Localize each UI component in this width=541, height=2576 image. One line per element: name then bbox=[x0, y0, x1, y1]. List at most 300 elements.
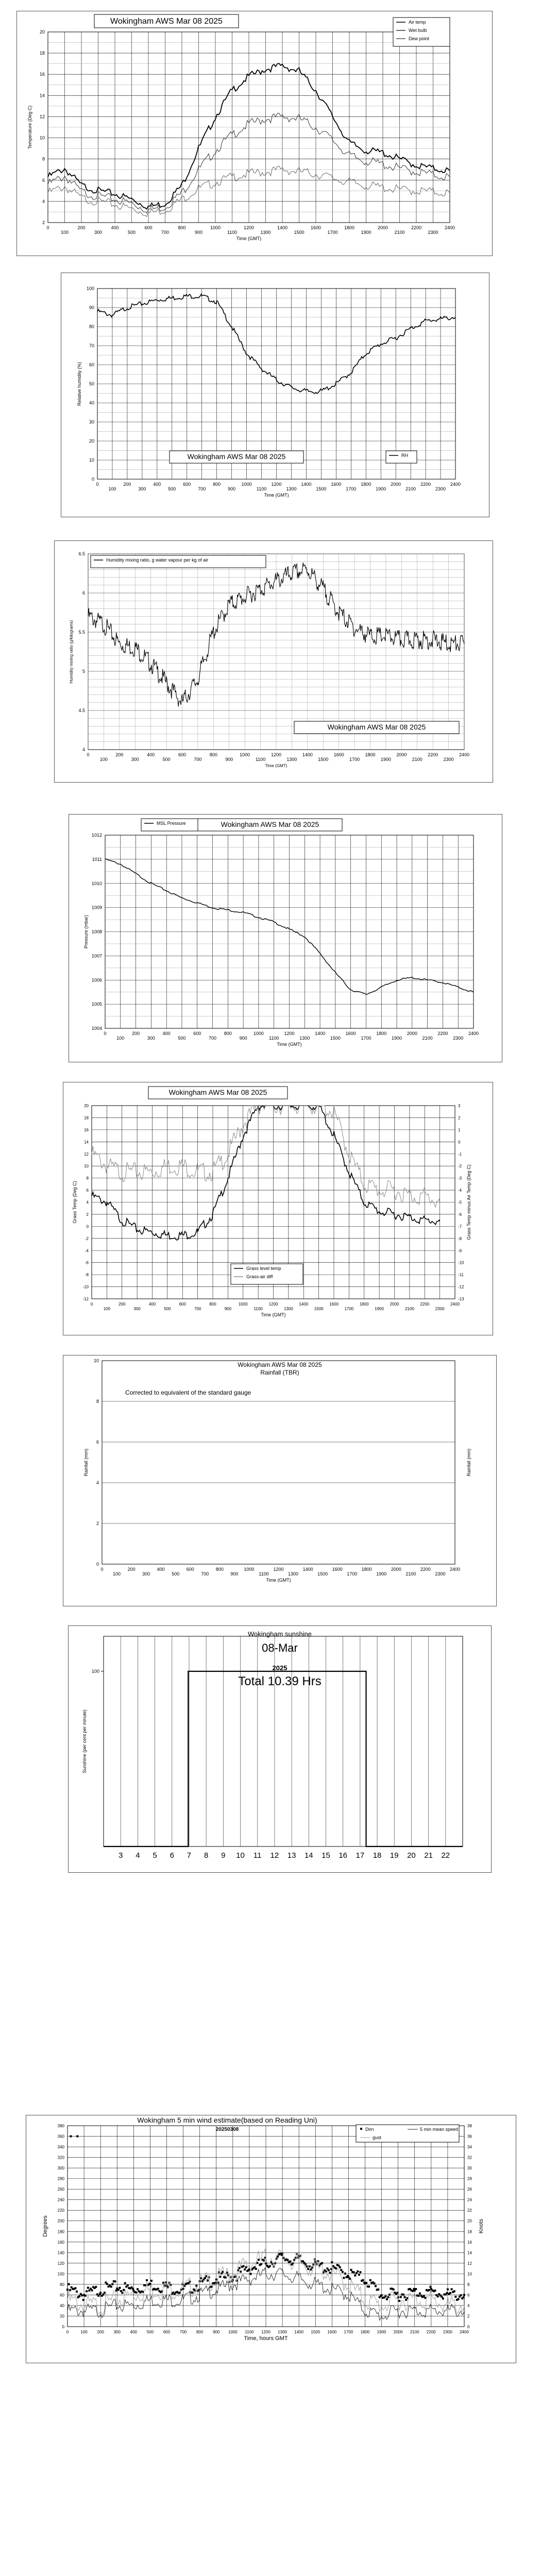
x-tick-label: 1200 bbox=[284, 1031, 295, 1036]
x-tick-label: 1200 bbox=[271, 482, 282, 487]
y2-tick-label: 38 bbox=[467, 2124, 472, 2128]
direction-point bbox=[453, 2290, 455, 2292]
y-tick-label: 100 bbox=[57, 2272, 64, 2277]
x-tick-label: 1500 bbox=[314, 1307, 324, 1311]
x-tick-label: 600 bbox=[186, 1567, 194, 1572]
direction-point bbox=[95, 2286, 97, 2288]
x-tick-label: 2100 bbox=[405, 1571, 416, 1577]
direction-point bbox=[356, 2272, 358, 2274]
x-tick-label: 1800 bbox=[361, 1567, 372, 1572]
y-tick-label: 12 bbox=[39, 114, 45, 120]
direction-point bbox=[381, 2294, 383, 2296]
x-tick-label: 1800 bbox=[361, 482, 371, 487]
x-tick-label: 500 bbox=[162, 757, 171, 762]
y-axis-label: Temperature (Deg C) bbox=[27, 105, 32, 149]
y2-tick-label: 3 bbox=[458, 1104, 461, 1108]
y-tick-label: 10 bbox=[39, 135, 45, 141]
x-tick-label: 1200 bbox=[261, 2330, 270, 2334]
x-tick-label: 1100 bbox=[245, 2330, 254, 2334]
direction-point bbox=[149, 2283, 151, 2285]
x-tick-label: 2100 bbox=[405, 486, 416, 492]
chart-subtitle: 08-Mar bbox=[262, 1641, 298, 1654]
x-tick-label: 300 bbox=[138, 486, 146, 492]
direction-point bbox=[360, 2271, 362, 2273]
direction-point bbox=[358, 2274, 360, 2276]
x-tick-label: 1400 bbox=[277, 225, 288, 230]
y2-tick-label: 36 bbox=[467, 2134, 472, 2139]
y2-tick-label: 20 bbox=[467, 2218, 472, 2224]
y-tick-label: 8 bbox=[42, 156, 45, 162]
x-tick-label: 300 bbox=[147, 1036, 155, 1041]
y-axis-label: Relative humidity (%) bbox=[77, 362, 82, 406]
x-tick-label: 800 bbox=[209, 1302, 216, 1307]
x-tick-label: 800 bbox=[213, 482, 221, 487]
x-tick-label: 0 bbox=[104, 1031, 107, 1036]
direction-point bbox=[119, 2287, 121, 2289]
y-tick-label: 6 bbox=[42, 177, 45, 183]
direction-point bbox=[263, 2260, 265, 2262]
x-tick-label: 1200 bbox=[270, 752, 282, 757]
direction-point bbox=[277, 2256, 279, 2258]
x-tick-label: 1000 bbox=[238, 1302, 248, 1307]
x-tick-label: 500 bbox=[164, 1307, 171, 1311]
x-tick-label: 2100 bbox=[410, 2330, 419, 2334]
x-tick-label: 1000 bbox=[228, 2330, 238, 2334]
sunshine-chart-panel bbox=[68, 1625, 492, 1873]
direction-point bbox=[368, 2285, 370, 2287]
y2-tick-label: 8 bbox=[467, 2282, 470, 2287]
y-tick-label: 2 bbox=[86, 1212, 89, 1217]
y-tick-label: 380 bbox=[57, 2124, 64, 2128]
y-tick-label: 80 bbox=[89, 324, 94, 329]
x-tick-label: 1900 bbox=[376, 486, 386, 492]
x-tick-label: 1600 bbox=[310, 225, 322, 230]
y-tick-label: 0 bbox=[91, 477, 94, 482]
x-axis-label: Time (GMT) bbox=[236, 236, 262, 241]
x-tick-label: 800 bbox=[196, 2330, 204, 2334]
x-tick-label: 1900 bbox=[392, 1036, 402, 1041]
x-tick-label: 200 bbox=[97, 2330, 104, 2334]
x-tick-label: 13 bbox=[287, 1851, 296, 1860]
x-tick-label: 1100 bbox=[255, 757, 266, 762]
x-tick-label: 1600 bbox=[327, 2330, 337, 2334]
x-tick-label: 100 bbox=[103, 1307, 111, 1311]
y2-tick-label: 4 bbox=[467, 2303, 470, 2308]
direction-point bbox=[207, 2279, 209, 2281]
x-tick-label: 1800 bbox=[359, 1302, 369, 1307]
y-tick-label: 12 bbox=[84, 1151, 89, 1157]
x-tick-label: 100 bbox=[116, 1036, 125, 1041]
x-tick-label: 2300 bbox=[428, 230, 438, 235]
x-tick-label: 2400 bbox=[450, 482, 461, 487]
x-tick-label: 1700 bbox=[346, 486, 357, 492]
x-tick-label: 800 bbox=[224, 1031, 232, 1036]
x-tick-label: 2400 bbox=[468, 1031, 479, 1036]
x-tick-label: 1400 bbox=[299, 1302, 309, 1307]
y-tick-label: 1007 bbox=[91, 953, 102, 959]
x-tick-label: 14 bbox=[304, 1851, 313, 1860]
y-tick-label: 50 bbox=[89, 381, 94, 386]
x-tick-label: 900 bbox=[228, 486, 236, 492]
y-tick-label: -2 bbox=[84, 1236, 89, 1241]
x-tick-label: 600 bbox=[183, 482, 191, 487]
y2-tick-label: 2 bbox=[458, 1115, 461, 1121]
direction-point bbox=[412, 2290, 414, 2292]
y2-tick-label: 16 bbox=[467, 2240, 472, 2245]
legend-label: Grass level temp bbox=[246, 1266, 281, 1271]
total-label: Total 10.39 Hrs bbox=[238, 1674, 322, 1688]
x-tick-label: 1500 bbox=[294, 230, 305, 235]
x-tick-label: 100 bbox=[108, 486, 116, 492]
x-tick-label: 100 bbox=[80, 2330, 88, 2334]
x-tick-label: 400 bbox=[130, 2330, 138, 2334]
x-tick-label: 100 bbox=[60, 230, 69, 235]
y2-tick-label: 24 bbox=[467, 2197, 472, 2202]
y-tick-label: 320 bbox=[57, 2155, 64, 2160]
x-tick-label: 2400 bbox=[459, 752, 470, 757]
direction-point bbox=[402, 2294, 404, 2296]
chart-title: Wokingham AWS Mar 08 2025 bbox=[110, 17, 223, 26]
direction-point bbox=[375, 2285, 377, 2287]
direction-point bbox=[463, 2294, 465, 2296]
x-tick-label: 2100 bbox=[422, 1036, 433, 1041]
direction-point bbox=[437, 2295, 439, 2297]
y-tick-label: 280 bbox=[57, 2176, 64, 2181]
direction-point bbox=[340, 2269, 342, 2271]
chart-title: Wokingham 5 min wind estimate(based on Reading Uni) bbox=[137, 2116, 317, 2124]
x-tick-label: 200 bbox=[119, 1302, 126, 1307]
y-tick-label: 1012 bbox=[91, 833, 102, 838]
y-tick-label: 10 bbox=[93, 1358, 99, 1363]
direction-point bbox=[430, 2286, 432, 2288]
y2-tick-label: -10 bbox=[458, 1260, 464, 1265]
x-tick-label: 400 bbox=[148, 1302, 156, 1307]
x-tick-label: 1400 bbox=[302, 1567, 313, 1572]
y-tick-label: 120 bbox=[57, 2261, 64, 2266]
direction-point bbox=[400, 2296, 402, 2298]
y2-tick-label: 6 bbox=[467, 2293, 470, 2298]
direction-point bbox=[242, 2265, 244, 2267]
y-tick-label: 260 bbox=[57, 2187, 64, 2192]
x-tick-label: 1000 bbox=[253, 1031, 264, 1036]
x-tick-label: 1300 bbox=[288, 1571, 299, 1577]
x-tick-label: 2100 bbox=[394, 230, 405, 235]
x-tick-label: 700 bbox=[194, 757, 202, 762]
chart-title: Wokingham AWS Mar 08 2025 bbox=[221, 820, 319, 828]
direction-point bbox=[87, 2287, 89, 2289]
direction-point bbox=[396, 2292, 398, 2294]
chart-subtitle: Rainfall (TBR) bbox=[260, 1369, 299, 1376]
direction-point bbox=[117, 2289, 120, 2291]
x-tick-label: 0 bbox=[87, 752, 90, 757]
direction-point bbox=[365, 2282, 367, 2284]
direction-point bbox=[342, 2271, 344, 2273]
x-tick-label: 600 bbox=[179, 1302, 186, 1307]
y-tick-label: 80 bbox=[60, 2282, 64, 2287]
x-tick-label: 1900 bbox=[377, 2330, 386, 2334]
x-axis-label: Time (GMT) bbox=[266, 1578, 291, 1583]
y-tick-label: 300 bbox=[57, 2166, 64, 2171]
x-tick-label: 1700 bbox=[361, 1036, 371, 1041]
direction-point bbox=[330, 2268, 332, 2270]
direction-point bbox=[460, 2294, 462, 2296]
x-tick-label: 2000 bbox=[377, 225, 388, 230]
y-tick-label: 1011 bbox=[92, 856, 102, 862]
x-tick-label: 2100 bbox=[412, 757, 422, 762]
x-tick-label: 400 bbox=[147, 752, 155, 757]
legend-label: MSL Pressure bbox=[157, 821, 186, 826]
direction-point bbox=[204, 2277, 206, 2279]
x-tick-label: 16 bbox=[339, 1851, 348, 1860]
y-tick-label: 340 bbox=[57, 2145, 64, 2150]
x-axis-label: Time, hours GMT bbox=[244, 2335, 288, 2342]
direction-point bbox=[446, 2292, 448, 2294]
temperature-chart-panel bbox=[16, 11, 493, 256]
x-tick-label: 1100 bbox=[256, 486, 267, 492]
x-tick-label: 800 bbox=[178, 225, 186, 230]
x-tick-label: 1400 bbox=[294, 2330, 304, 2334]
y2-tick-label: -12 bbox=[458, 1284, 464, 1290]
x-tick-label: 1500 bbox=[317, 1571, 328, 1577]
direction-point bbox=[78, 2295, 80, 2297]
x-tick-label: 1900 bbox=[380, 757, 391, 762]
y-tick-label: 1010 bbox=[91, 880, 102, 886]
y-tick-label: 70 bbox=[89, 343, 94, 348]
y-tick-label: 1008 bbox=[91, 929, 102, 935]
y-tick-label: 20 bbox=[39, 29, 45, 35]
direction-point bbox=[449, 2292, 451, 2294]
y-tick-label: -8 bbox=[84, 1273, 89, 1278]
x-tick-label: 1100 bbox=[269, 1036, 279, 1041]
direction-point bbox=[329, 2272, 331, 2274]
chart-title: Wokingham sunshine bbox=[247, 1630, 312, 1638]
x-tick-label: 1400 bbox=[302, 752, 313, 757]
x-tick-label: 1800 bbox=[344, 225, 355, 230]
x-axis-label: Time (GMT) bbox=[265, 764, 288, 768]
x-tick-label: 900 bbox=[224, 1307, 232, 1311]
direction-point bbox=[258, 2259, 260, 2261]
y2-tick-label: 30 bbox=[467, 2166, 472, 2171]
y2-tick-label: 14 bbox=[467, 2250, 472, 2256]
y-tick-label: 8 bbox=[86, 1176, 89, 1181]
x-tick-label: 500 bbox=[146, 2330, 154, 2334]
y-tick-label: 10 bbox=[89, 457, 94, 463]
direction-point bbox=[357, 2270, 359, 2273]
x-tick-label: 1200 bbox=[268, 1302, 278, 1307]
y-tick-label: 40 bbox=[89, 400, 94, 405]
x-tick-label: 900 bbox=[230, 1571, 239, 1577]
x-tick-label: 500 bbox=[127, 230, 136, 235]
x-tick-label: 1800 bbox=[360, 2330, 370, 2334]
y-tick-label: 140 bbox=[57, 2250, 64, 2256]
y-tick-label: 18 bbox=[84, 1115, 89, 1121]
y-tick-label: 20 bbox=[84, 1104, 89, 1108]
x-tick-label: 2400 bbox=[444, 225, 455, 230]
y2-tick-label: -11 bbox=[458, 1273, 464, 1278]
y-tick-label: 40 bbox=[60, 2303, 64, 2308]
x-tick-label: 11 bbox=[253, 1851, 262, 1860]
x-tick-label: 1300 bbox=[299, 1036, 310, 1041]
direction-point bbox=[265, 2263, 267, 2265]
direction-point bbox=[286, 2259, 289, 2261]
direction-point bbox=[86, 2290, 88, 2292]
direction-point bbox=[362, 2279, 364, 2281]
y-tick-label: 1004 bbox=[91, 1026, 102, 1031]
direction-point bbox=[305, 2263, 307, 2265]
direction-point bbox=[424, 2297, 426, 2299]
chart-annotation: Corrected to equivalent of the standard gauge bbox=[125, 1389, 251, 1396]
direction-point bbox=[306, 2265, 308, 2267]
y2-tick-label: 22 bbox=[467, 2208, 472, 2213]
x-tick-label: 1100 bbox=[259, 1571, 269, 1577]
direction-point bbox=[441, 2296, 443, 2298]
y2-tick-label: 28 bbox=[467, 2176, 472, 2181]
x-tick-label: 700 bbox=[194, 1307, 201, 1311]
direction-point bbox=[84, 2295, 87, 2297]
y2-tick-label: 10 bbox=[467, 2272, 472, 2277]
x-tick-label: 500 bbox=[172, 1571, 180, 1577]
direction-point bbox=[150, 2280, 153, 2282]
x-tick-label: 1700 bbox=[347, 1571, 358, 1577]
y2-tick-label: -5 bbox=[458, 1200, 462, 1205]
x-tick-label: 1100 bbox=[227, 230, 238, 235]
y-tick-label: 4 bbox=[82, 747, 85, 752]
y-tick-label: 160 bbox=[57, 2240, 64, 2245]
x-tick-label: 200 bbox=[77, 225, 86, 230]
x-tick-label: 1000 bbox=[240, 752, 250, 757]
x-tick-label: 300 bbox=[94, 230, 103, 235]
direction-point bbox=[310, 2268, 312, 2270]
direction-point bbox=[81, 2294, 83, 2296]
legend-swatch bbox=[360, 2128, 362, 2130]
x-tick-label: 1300 bbox=[278, 2330, 287, 2334]
y2-tick-label: 32 bbox=[467, 2155, 472, 2160]
x-tick-label: 800 bbox=[215, 1567, 224, 1572]
direction-point bbox=[69, 2289, 71, 2291]
y2-axis-label: Knots bbox=[478, 2218, 484, 2234]
y-tick-label: -10 bbox=[82, 1284, 89, 1290]
direction-point bbox=[106, 2283, 108, 2285]
direction-point bbox=[99, 2292, 102, 2294]
x-tick-label: 2000 bbox=[396, 752, 407, 757]
year-label: 2025 bbox=[272, 1664, 288, 1672]
chart-title: Wokingham AWS Mar 08 2025 bbox=[168, 1088, 267, 1096]
direction-point bbox=[111, 2283, 113, 2285]
x-tick-label: 1200 bbox=[273, 1567, 284, 1572]
x-tick-label: 900 bbox=[225, 757, 233, 762]
x-tick-label: 100 bbox=[99, 757, 108, 762]
x-tick-label: 400 bbox=[162, 1031, 171, 1036]
x-tick-label: 2300 bbox=[435, 1571, 446, 1577]
x-tick-label: 2300 bbox=[435, 1307, 445, 1311]
x-tick-label: 200 bbox=[115, 752, 124, 757]
y-tick-label: 1006 bbox=[91, 977, 102, 983]
x-tick-label: 2200 bbox=[426, 2330, 436, 2334]
y-tick-label: 20 bbox=[89, 438, 94, 444]
y2-tick-label: -3 bbox=[458, 1176, 462, 1181]
direction-point bbox=[307, 2268, 309, 2270]
humidity-chart-panel bbox=[61, 273, 489, 517]
direction-point bbox=[393, 2289, 395, 2291]
y-tick-label: 2 bbox=[42, 220, 45, 225]
x-tick-label: 700 bbox=[201, 1571, 209, 1577]
y-tick-label: -12 bbox=[82, 1297, 89, 1301]
x-tick-label: 0 bbox=[66, 2330, 69, 2334]
direction-point bbox=[374, 2282, 376, 2284]
x-tick-label: 300 bbox=[142, 1571, 150, 1577]
x-tick-label: 3 bbox=[119, 1851, 123, 1860]
y2-tick-label: -1 bbox=[458, 1151, 462, 1157]
y-axis-label: Rainfall (mm) bbox=[83, 1448, 89, 1477]
direction-point bbox=[454, 2296, 457, 2298]
direction-point bbox=[404, 2296, 406, 2298]
x-tick-label: 2000 bbox=[393, 2330, 403, 2334]
x-tick-label: 8 bbox=[204, 1851, 209, 1860]
x-tick-label: 500 bbox=[178, 1036, 186, 1041]
x-tick-label: 2200 bbox=[437, 1031, 448, 1036]
x-tick-label: 1100 bbox=[253, 1307, 263, 1311]
y-tick-label: 14 bbox=[39, 93, 45, 98]
x-tick-label: 2300 bbox=[435, 486, 446, 492]
y2-tick-label: 0 bbox=[458, 1140, 461, 1145]
x-tick-label: 6 bbox=[170, 1851, 174, 1860]
legend-label: RH bbox=[401, 453, 408, 458]
x-tick-label: 900 bbox=[194, 230, 203, 235]
direction-point bbox=[419, 2293, 421, 2295]
x-tick-label: 1900 bbox=[361, 230, 371, 235]
direction-point bbox=[227, 2274, 229, 2276]
x-tick-label: 1200 bbox=[243, 225, 255, 230]
x-tick-label: 1700 bbox=[349, 757, 360, 762]
y-tick-label: 30 bbox=[89, 419, 94, 425]
y-tick-label: 360 bbox=[57, 2134, 64, 2139]
direction-point bbox=[442, 2298, 444, 2300]
direction-point bbox=[344, 2273, 346, 2275]
direction-point bbox=[245, 2266, 247, 2268]
direction-point bbox=[337, 2264, 340, 2266]
direction-point bbox=[398, 2300, 400, 2302]
y-tick-label: 240 bbox=[57, 2197, 64, 2202]
y-tick-label: 0 bbox=[62, 2325, 64, 2329]
y-tick-label: 0 bbox=[86, 1224, 89, 1229]
x-tick-label: 1300 bbox=[260, 230, 271, 235]
legend-label: Wet bulb bbox=[409, 28, 427, 33]
direction-point bbox=[328, 2269, 330, 2272]
direction-point bbox=[384, 2295, 386, 2297]
x-tick-label: 17 bbox=[356, 1851, 365, 1860]
grass-temp-chart-panel bbox=[63, 1082, 493, 1335]
y2-tick-label: -7 bbox=[458, 1224, 462, 1229]
direction-point bbox=[122, 2292, 124, 2294]
x-tick-label: 2200 bbox=[420, 1302, 430, 1307]
x-tick-label: 1500 bbox=[311, 2330, 320, 2334]
legend-label: Humidity mixing ratio, g water vapour per kg of air bbox=[106, 557, 209, 563]
x-tick-label: 1800 bbox=[376, 1031, 387, 1036]
y-tick-label: 90 bbox=[89, 305, 94, 310]
x-tick-label: 900 bbox=[239, 1036, 247, 1041]
x-tick-label: 2200 bbox=[411, 225, 422, 230]
y2-tick-label: -13 bbox=[458, 1297, 464, 1301]
y-tick-label: 4 bbox=[96, 1480, 99, 1485]
direction-point bbox=[369, 2279, 371, 2281]
x-tick-label: 1700 bbox=[344, 1307, 354, 1311]
x-tick-label: 400 bbox=[157, 1567, 165, 1572]
y2-tick-label: 18 bbox=[467, 2229, 472, 2234]
y-tick-label: 100 bbox=[86, 286, 94, 291]
x-tick-label: 2300 bbox=[443, 2330, 452, 2334]
y2-axis-label: Grass Temp minus Air Temp (Deg C) bbox=[466, 1164, 471, 1240]
y2-tick-label: -2 bbox=[458, 1164, 462, 1169]
